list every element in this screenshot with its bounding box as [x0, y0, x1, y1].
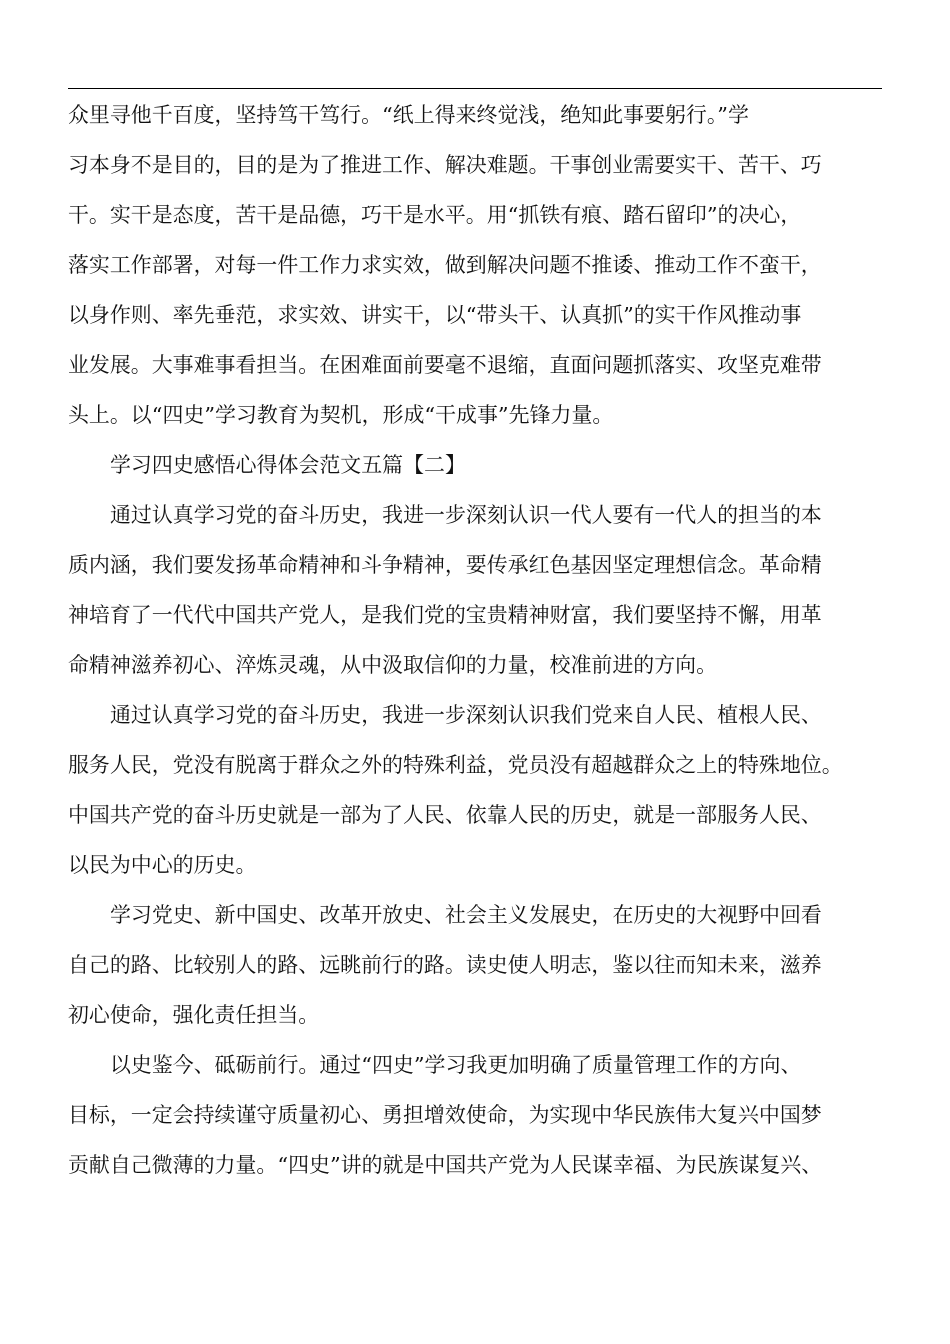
paragraph	[68, 498, 888, 682]
text-line: 神培育了一代代中国共产党人，是我们党的宝贵精神财富，我们要坚持不懈，用革	[68, 603, 822, 627]
text-line: 以民为中心的历史。	[68, 853, 257, 877]
text-line: 学习党史、新中国史、改革开放史、社会主义发展史，在历史的大视野中回看	[110, 903, 822, 927]
text-line: 众里寻他千百度，坚持笃干笃行。“纸上得来终觉浅，绝知此事要躬行。”学	[68, 103, 749, 127]
text-line: 贡献自己微薄的力量。“四史”讲的就是中国共产党为人民谋幸福、为民族谋复兴、	[68, 1153, 823, 1177]
text-line: 中国共产党的奋斗历史就是一部为了人民、依靠人民的历史，就是一部服务人民、	[68, 803, 822, 827]
text-line: 初心使命，强化责任担当。	[68, 1003, 320, 1027]
paragraph	[68, 98, 888, 432]
text-line: 落实工作部署，对每一件工作力求实效，做到解决问题不推诿、推动工作不蛮干，	[68, 253, 822, 277]
text-line: 质内涵，我们要发扬革命精神和斗争精神，要传承红色基因坚定理想信念。革命精	[68, 553, 822, 577]
paragraph	[68, 698, 888, 882]
text-line: 学习四史感悟心得体会范文五篇【二】	[110, 453, 466, 477]
paragraph	[68, 1048, 888, 1182]
document-body	[68, 98, 888, 1182]
text-line: 习本身不是目的，目的是为了推进工作、解决难题。干事创业需要实干、苦干、巧	[68, 153, 822, 177]
text-line: 头上。以“四史”学习教育为契机，形成“干成事”先锋力量。	[68, 403, 614, 427]
text-line: 业发展。大事难事看担当。在困难面前要毫不退缩，直面问题抓落实、攻坚克难带	[68, 353, 822, 377]
text-line: 干。实干是态度，苦干是品德，巧干是水平。用“抓铁有痕、踏石留印”的决心，	[68, 203, 802, 227]
paragraph	[68, 898, 888, 1032]
header-rule	[68, 88, 882, 89]
text-line: 以史鉴今、砥砺前行。通过“四史”学习我更加明确了质量管理工作的方向、	[110, 1053, 802, 1077]
text-line: 命精神滋养初心、淬炼灵魂，从中汲取信仰的力量，校准前进的方向。	[68, 653, 718, 677]
text-line: 自己的路、比较别人的路、远眺前行的路。读史使人明志，鉴以往而知未来，滋养	[68, 953, 822, 977]
text-line: 目标，一定会持续谨守质量初心、勇担增效使命，为实现中华民族伟大复兴中国梦	[68, 1103, 822, 1127]
text-line: 服务人民，党没有脱离于群众之外的特殊利益，党员没有超越群众之上的特殊地位。	[68, 753, 843, 777]
text-line: 以身作则、率先垂范，求实效、讲实干，以“带头干、认真抓”的实干作风推动事	[68, 303, 802, 327]
text-line: 通过认真学习党的奋斗历史，我进一步深刻认识我们党来自人民、植根人民、	[110, 703, 822, 727]
text-line: 通过认真学习党的奋斗历史，我进一步深刻认识一代人要有一代人的担当的本	[110, 503, 822, 527]
section-heading	[68, 448, 888, 482]
